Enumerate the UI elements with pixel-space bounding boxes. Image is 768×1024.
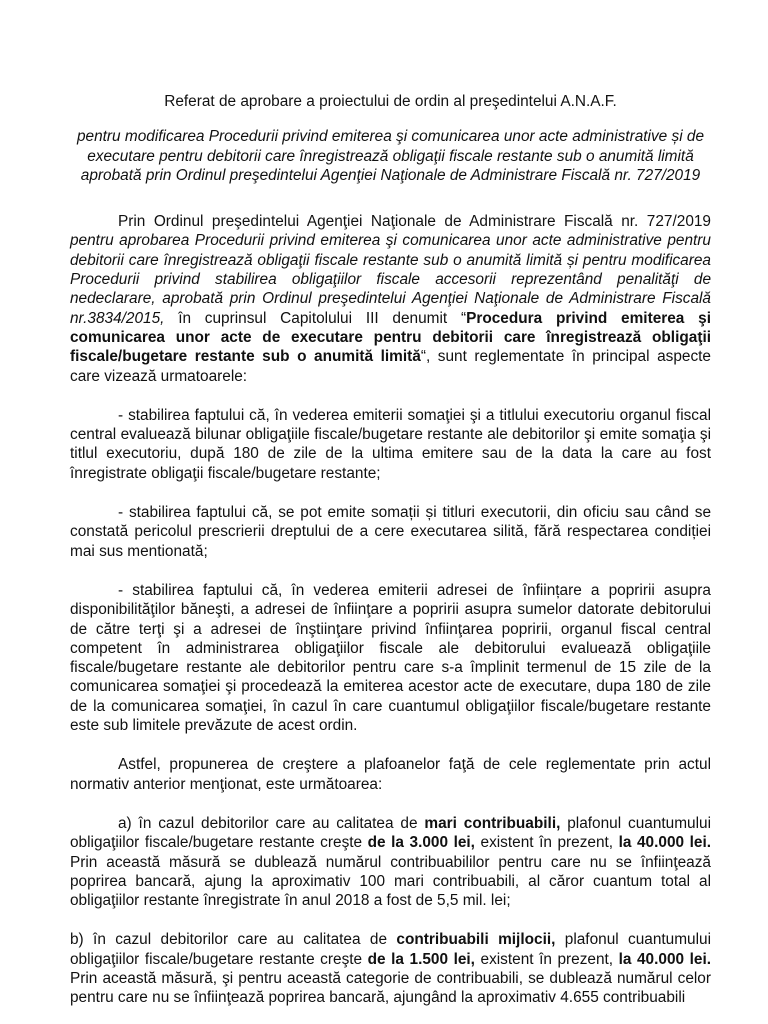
item-b-bold-3: la 40.000 lei. xyxy=(618,950,712,968)
intro-chapter-title: Procedura privind emiterea şi comunicarea unor acte de executare pentru debitorii care înregistrează obligaţii fiscale/bugetare restante sub o anumită limită xyxy=(70,309,711,366)
intro-text-5: “, sunt reglementate în principal aspecte care vizează urmatoarele: xyxy=(70,348,711,385)
intro-order-reference: pentru aprobarea Procedurii privind emiterea şi comunicarea unor acte administrative pentru debitorii care înregistrează obligaţii fiscale restante sub o anumită limită și pentru modificarea Procedurii privind stabilirea obligaţiilor fiscale accesorii reprezentând penalităţi de nedeclarare, aprobată prin Ordinul preşedintelui Agenţiei Naţionale de Administrare Fiscală nr.3834/2015, xyxy=(70,232,711,327)
item-a-paragraph xyxy=(70,814,711,910)
item-a-text-4: Prin această măsură se dublează numărul contribuabililor pentru care nu se înfiinţează poprirea bancară, ajung la aproximativ 100 mari contribuabili, al căror cuantum total al obligaţiilor restante înregistrate în anul 2018 a fost de 5,5 mil. lei; xyxy=(70,853,711,910)
intro-text-3: în cuprinsul Capitolului III denumit “ xyxy=(164,309,467,327)
item-b-text-1: b) în cazul debitorilor care au calitatea de xyxy=(70,931,397,949)
intro-text-1: Prin Ordinul preşedintelui Agenţiei Naţionale de Administrare Fiscală nr. 727/2019 xyxy=(118,213,711,231)
bullet-paragraph-3: - stabilirea faptului că, în vederea emiterii adresei de înființare a popririi asupra disponibilităţilor băneşti, a adresei de înfiinţare a popririi asupra sumelor datorate debitorului de către terţi şi a adresei de înştiinţare privind înfiinţarea popririi, organul fiscal central competent în administrarea obligaţiilor fiscale ale debitorului evaluează obligaţiile fiscale/bugetare restante ale debitorilor pentru care s-a împlinit termenul de 15 zile de la comunicarea somaţiei şi procedează la emiterea acestor acte de executare, dupa 180 de zile de la comunicarea somaţiei, în cazul în care cuantumul obligaţiilor fiscale/bugetare restante este sub limitele prevăzute de acest ordin. xyxy=(70,581,711,735)
item-a-bold-1: mari contribuabili, xyxy=(424,814,561,832)
intro-paragraph xyxy=(70,212,711,386)
document-subtitle: pentru modificarea Procedurii privind emiterea şi comunicarea unor acte administrative și de executare pentru debitorii care înregistrează obligaţii fiscale restante sub o anumită limită aprobată prin Ordinul preşedintelui Agenţiei Naţionale de Administrare Fiscală nr. 727/2019 xyxy=(76,128,705,184)
item-b-text-2: plafonul cuantumului obligaţiilor fiscale/bugetare restante creşte xyxy=(70,931,712,968)
item-b-text-4: Prin această măsură, şi pentru această categorie de contribuabili, se dublează numărul celor pentru care nu se înfiinţează poprirea bancară, ajungând la aproximativ 4.655 contribuabili xyxy=(70,969,711,1007)
bullet-paragraph-1: - stabilirea faptului că, în vederea emiterii somaţiei şi a titlului executoriu organul fiscal central evaluează bilunar obligaţiile fiscale/bugetare restante ale debitorilor şi emite somaţia şi titlul executoriu, după 180 de zile de la ultima emitere sau de la data la care au fost înregistrate obligaţii fiscale/bugetare restante; xyxy=(70,406,711,482)
item-a-text-2: plafonul cuantumului obligaţiilor fiscale/bugetare restante creşte xyxy=(70,814,712,852)
bullet-paragraph-2: - stabilirea faptului că, se pot emite somații și titluri executorii, din oficiu sau când se constată pericolul prescrierii dreptului de a cere executarea silită, fără respectarea condiției mai sus mentionată; xyxy=(70,504,711,560)
item-b-bold-2: de la 1.500 lei, xyxy=(367,950,475,968)
item-a-text-1: a) în cazul debitorilor care au calitatea de xyxy=(118,814,425,832)
item-b-text-3: existent în prezent, xyxy=(474,950,619,968)
document-title: Referat de aprobare a proiectului de ordin al preşedintelui A.N.A.F. xyxy=(164,93,617,110)
proposal-paragraph: Astfel, propunerea de creştere a plafoanelor faţă de cele reglementate prin actul normativ anterior menţionat, este următoarea: xyxy=(70,756,711,793)
item-b-bold-1: contribuabili mijlocii, xyxy=(396,931,556,949)
item-a-text-3: existent în prezent, xyxy=(474,834,619,852)
item-a-bold-2: de la 3.000 lei, xyxy=(367,834,475,852)
item-b-paragraph xyxy=(70,930,711,1007)
item-a-bold-3: la 40.000 lei. xyxy=(618,834,712,852)
